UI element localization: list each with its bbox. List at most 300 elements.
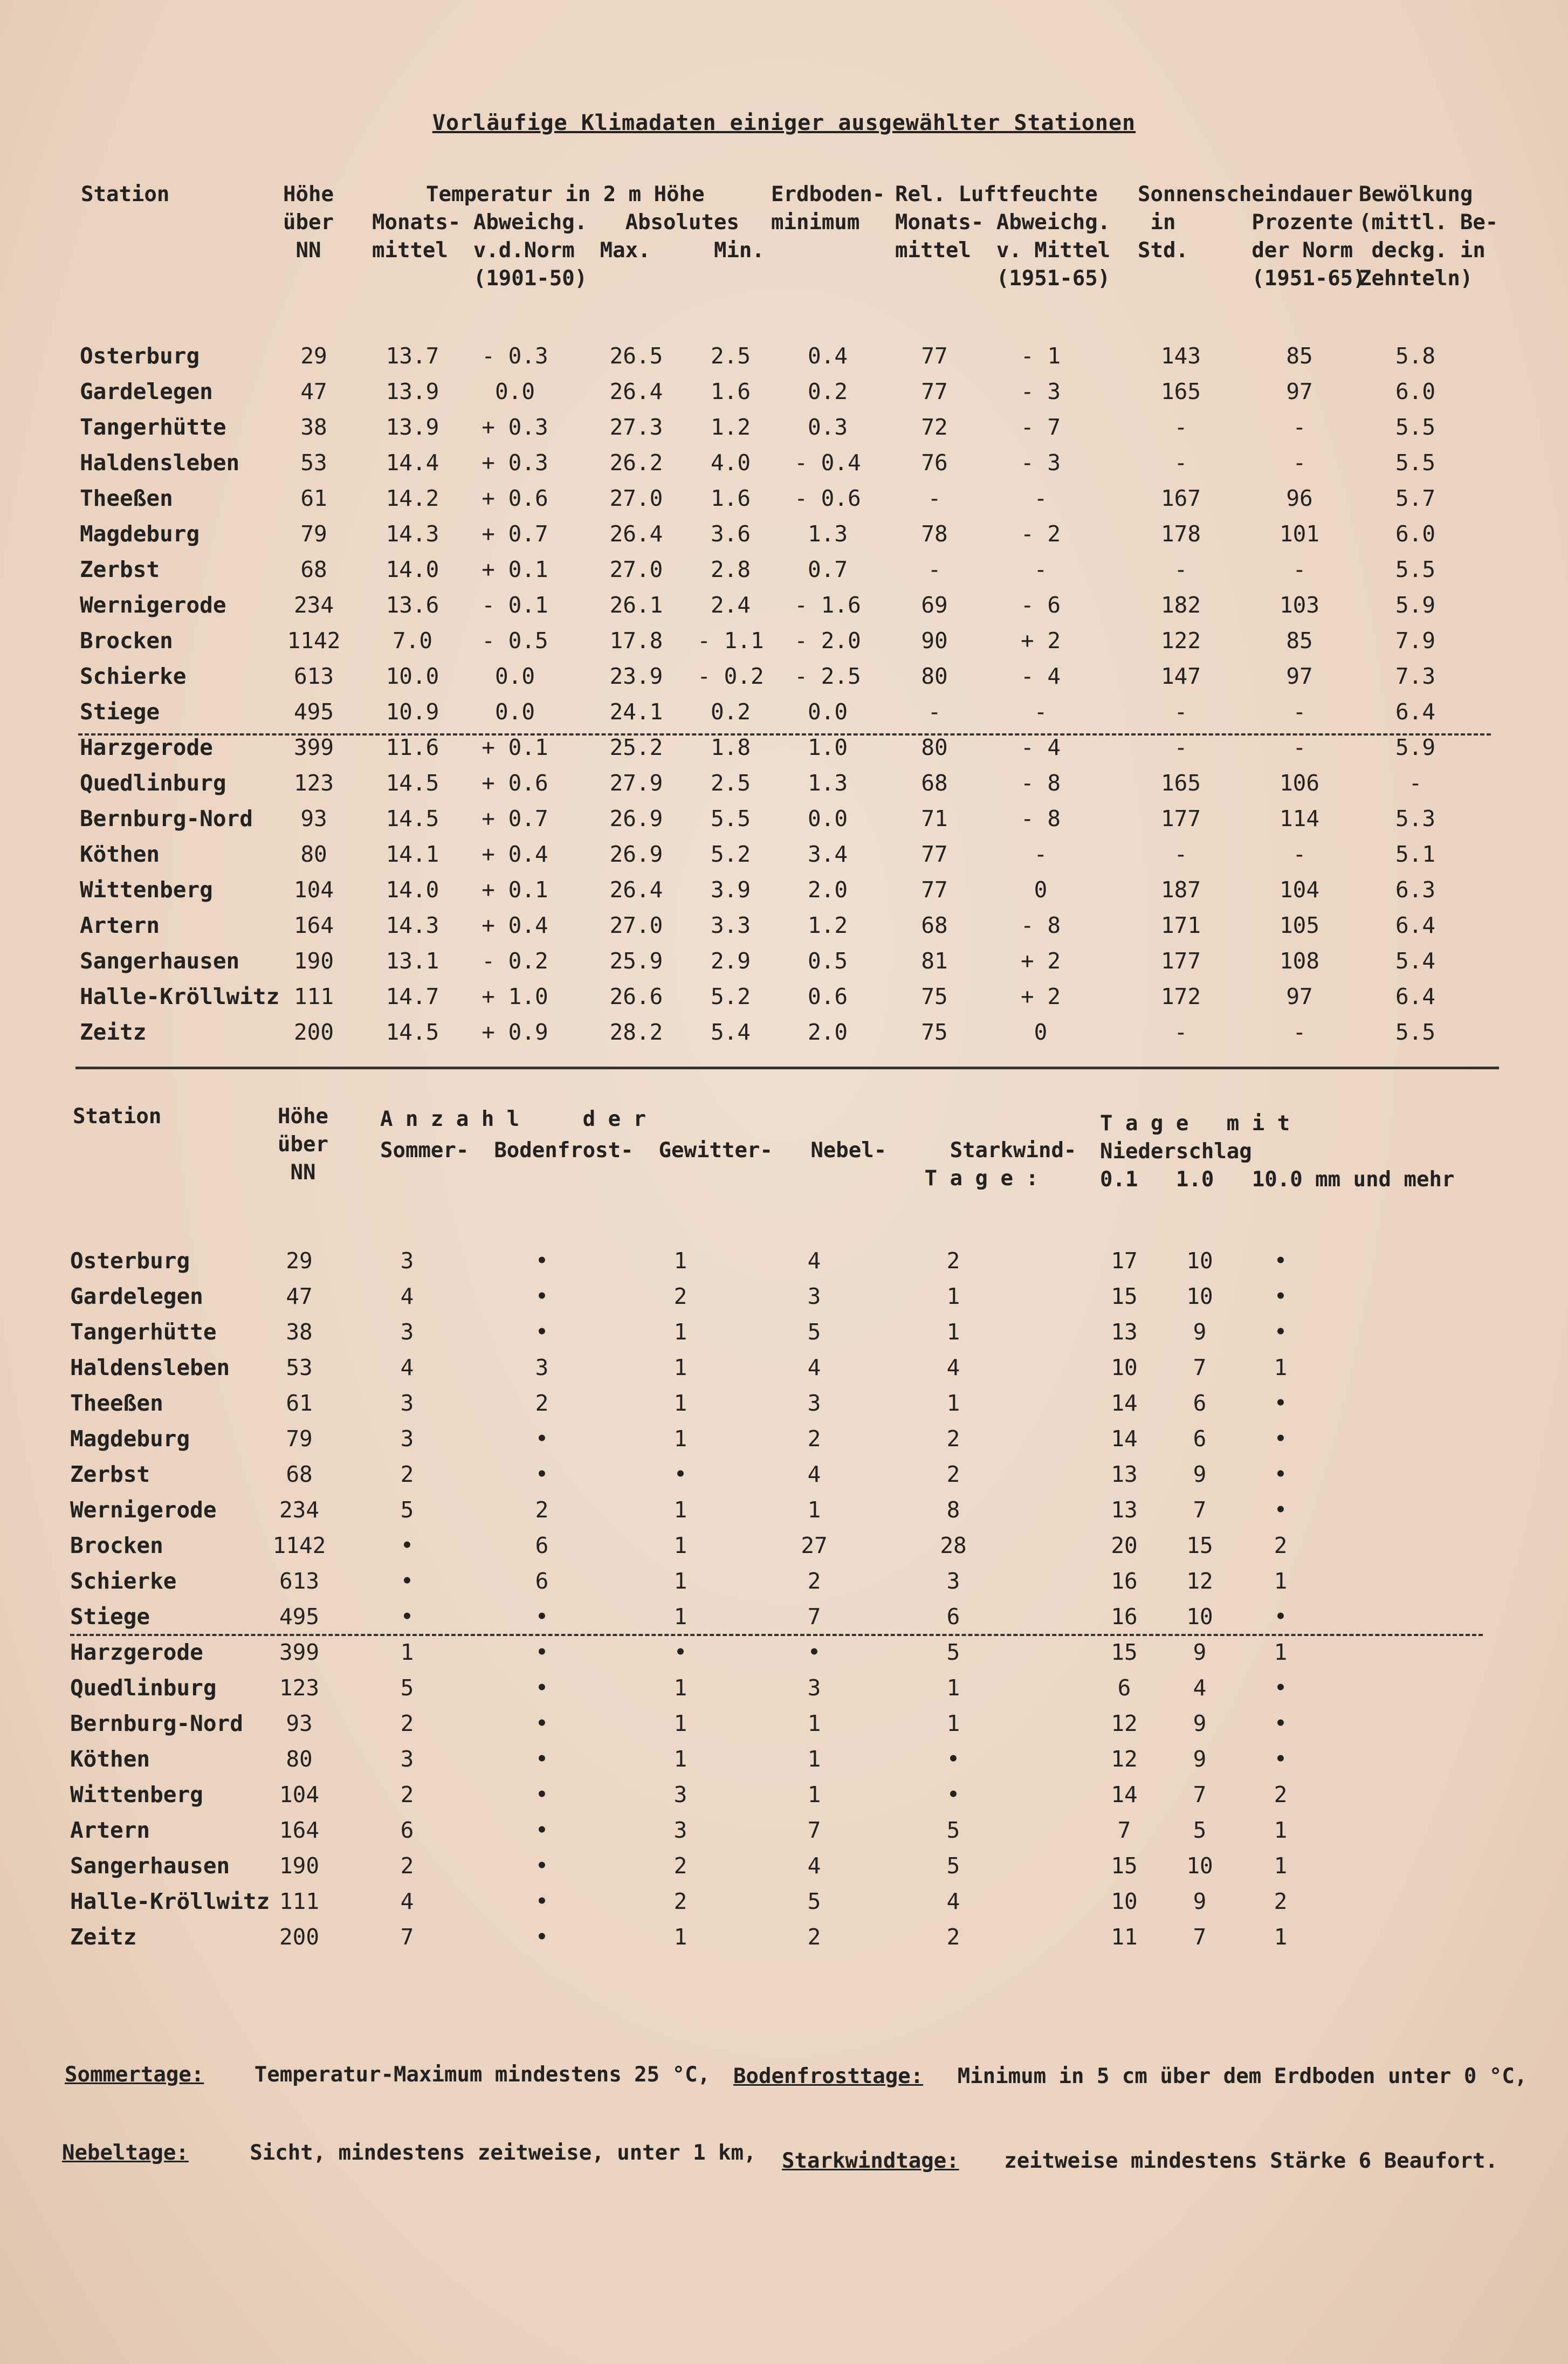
t1-row xyxy=(0,872,1568,908)
t1-station-name: Sangerhausen xyxy=(80,948,240,974)
t1-cell: 1.8 xyxy=(710,734,751,760)
t1-station-name: Wernigerode xyxy=(80,592,226,618)
t1-cell: 7.0 xyxy=(392,628,433,654)
t1-cell: 6.0 xyxy=(1395,521,1436,547)
t1-cell: 190 xyxy=(293,948,334,974)
t1-cell: 14.7 xyxy=(386,984,439,1009)
t2-cell: 1 xyxy=(946,1283,960,1309)
t1-station-name: Bernburg-Nord xyxy=(80,806,253,831)
t1-cell: - 3 xyxy=(1020,450,1061,476)
t1-cell: 104 xyxy=(293,877,334,903)
t1-cell: 14.2 xyxy=(386,485,439,511)
t2-cell: • xyxy=(535,1283,549,1309)
t1-cell: 0.6 xyxy=(807,984,848,1009)
t2-cell: 1 xyxy=(673,1248,687,1274)
t2-header-cols: Sommer- Bodenfrost- Gewitter- Nebel- Starkwind- T a g e : xyxy=(380,1138,1077,1191)
t1-cell: 29 xyxy=(300,343,327,369)
t2-cell: • xyxy=(807,1639,821,1665)
t2-cell: • xyxy=(535,1782,549,1808)
t2-cell: 5 xyxy=(807,1888,821,1914)
t2-cell: 2 xyxy=(1274,1533,1288,1558)
t2-cell: 6 xyxy=(1117,1675,1131,1701)
t1-cell: 5.4 xyxy=(1395,948,1436,974)
t1-cell: 77 xyxy=(921,841,948,867)
t2-cell: 9 xyxy=(1193,1888,1207,1914)
t2-cell: 68 xyxy=(286,1461,313,1487)
t2-cell: 1 xyxy=(946,1710,960,1736)
t2-cell: 17 xyxy=(1111,1248,1138,1274)
table-separator xyxy=(75,1067,1499,1069)
t1-cell: + 2 xyxy=(1020,948,1061,974)
t2-cell: • xyxy=(400,1568,414,1594)
t1-row xyxy=(0,338,1568,374)
t2-cell: 61 xyxy=(286,1390,313,1416)
t1-cell: - 2 xyxy=(1020,521,1061,547)
t2-cell: 14 xyxy=(1111,1390,1138,1416)
t1-cell: 27.0 xyxy=(609,912,663,938)
t2-cell: 15 xyxy=(1111,1283,1138,1309)
t2-station-name: Brocken xyxy=(70,1533,163,1558)
t2-cell: 2 xyxy=(400,1710,414,1736)
t1-cell: - xyxy=(1174,450,1188,476)
t1-row xyxy=(0,1014,1568,1050)
t1-row xyxy=(0,516,1568,552)
t2-cell: • xyxy=(1274,1461,1288,1487)
t2-cell: 2 xyxy=(807,1924,821,1950)
t1-cell: 167 xyxy=(1160,485,1201,511)
t2-cell: • xyxy=(1274,1390,1288,1416)
t1-cell: - xyxy=(1174,1019,1188,1045)
t2-row xyxy=(0,1563,1568,1599)
t1-cell: + 2 xyxy=(1020,628,1061,654)
t1-station-name: Schierke xyxy=(80,663,187,689)
t2-cell: 1 xyxy=(673,1924,687,1950)
t1-cell: 165 xyxy=(1160,770,1201,796)
t1-cell: 3.9 xyxy=(710,877,751,903)
t1-station-name: Tangerhütte xyxy=(80,414,226,440)
t2-cell: 6 xyxy=(1193,1390,1207,1416)
t1-cell: 0.2 xyxy=(710,699,751,725)
t2-station-name: Harzgerode xyxy=(70,1639,203,1665)
t2-cell: 1 xyxy=(1274,1817,1288,1843)
t1-cell: 147 xyxy=(1160,663,1201,689)
t2-cell: 10 xyxy=(1186,1283,1213,1309)
t1-cell: 14.3 xyxy=(386,521,439,547)
legend-sommer-text: Temperatur-Maximum mindestens 25 °C, xyxy=(254,2063,711,2087)
t2-row xyxy=(0,1279,1568,1314)
t1-cell: - xyxy=(1034,841,1048,867)
t1-header-station: Station xyxy=(81,182,170,207)
t2-cell: 1 xyxy=(946,1390,960,1416)
t1-cell: 5.1 xyxy=(1395,841,1436,867)
legend-nebel-text: Sicht, mindestens zeitweise, unter 1 km, xyxy=(250,2141,757,2165)
t1-cell: 165 xyxy=(1160,379,1201,404)
t2-cell: 1 xyxy=(807,1782,821,1808)
t1-cell: 5.7 xyxy=(1395,485,1436,511)
t1-cell: 25.9 xyxy=(609,948,663,974)
t1-cell: 613 xyxy=(293,663,334,689)
t1-cell: + 2 xyxy=(1020,984,1061,1009)
t2-cell: 7 xyxy=(1193,1782,1207,1808)
t1-cell: + 0.6 xyxy=(482,485,548,511)
t1-row xyxy=(0,836,1568,872)
t2-row xyxy=(0,1243,1568,1279)
t2-cell: 3 xyxy=(807,1283,821,1309)
t2-station-name: Haldensleben xyxy=(70,1355,230,1380)
t1-cell: - 0.5 xyxy=(482,628,548,654)
t1-cell: + 0.1 xyxy=(482,877,548,903)
t1-cell: - 8 xyxy=(1020,770,1061,796)
t2-cell: 1 xyxy=(807,1746,821,1772)
t2-cell: 5 xyxy=(400,1675,414,1701)
t1-cell: 68 xyxy=(300,556,327,582)
t2-cell: 2 xyxy=(946,1924,960,1950)
t1-cell: 5.5 xyxy=(1395,450,1436,476)
t2-cell: 1 xyxy=(673,1675,687,1701)
t2-cell: 164 xyxy=(279,1817,320,1843)
t2-row xyxy=(0,1634,1568,1670)
legend-bodenfrosttage xyxy=(733,2064,1527,2088)
t2-cell: 7 xyxy=(1117,1817,1131,1843)
t2-cell: 104 xyxy=(279,1782,320,1808)
t1-cell: 122 xyxy=(1160,628,1201,654)
t1-cell: 187 xyxy=(1160,877,1201,903)
t2-cell: 2 xyxy=(400,1853,414,1879)
t2-cell: • xyxy=(535,1746,549,1772)
t1-cell: 5.4 xyxy=(710,1019,751,1045)
t2-row xyxy=(0,1919,1568,1955)
t2-row xyxy=(0,1777,1568,1812)
t1-cell: 7.9 xyxy=(1395,628,1436,654)
t1-cell: 14.5 xyxy=(386,806,439,831)
t2-cell: • xyxy=(1274,1675,1288,1701)
t2-cell: 6 xyxy=(400,1817,414,1843)
t1-cell: 27.0 xyxy=(609,485,663,511)
t2-cell: 15 xyxy=(1111,1853,1138,1879)
t1-cell: - xyxy=(1292,841,1306,867)
t1-cell: 26.1 xyxy=(609,592,663,618)
t1-cell: 26.4 xyxy=(609,877,663,903)
t1-cell: 143 xyxy=(1160,343,1201,369)
t1-cell: 85 xyxy=(1286,343,1313,369)
t2-station-name: Halle-Kröllwitz xyxy=(70,1888,270,1914)
t1-cell: 77 xyxy=(921,379,948,404)
t2-row xyxy=(0,1670,1568,1706)
t2-cell: 9 xyxy=(1193,1639,1207,1665)
t1-cell: 3.6 xyxy=(710,521,751,547)
t1-cell: 75 xyxy=(921,984,948,1009)
t2-header-station: Station xyxy=(73,1104,162,1129)
t1-row xyxy=(0,979,1568,1014)
t1-cell: - xyxy=(927,485,941,511)
t1-cell: + 0.4 xyxy=(482,841,548,867)
legend-nebeltage xyxy=(62,2141,757,2165)
t1-cell: 81 xyxy=(921,948,948,974)
t1-cell: 97 xyxy=(1286,663,1313,689)
t1-station-name: Stiege xyxy=(80,699,160,725)
t1-cell: 47 xyxy=(300,379,327,404)
t2-cell: 12 xyxy=(1186,1568,1213,1594)
t2-cell: 1 xyxy=(673,1426,687,1452)
t2-cell: 9 xyxy=(1193,1710,1207,1736)
t1-cell: 26.6 xyxy=(609,984,663,1009)
t2-station-name: Magdeburg xyxy=(70,1426,190,1452)
t1-cell: + 0.1 xyxy=(482,556,548,582)
t1-cell: 2.0 xyxy=(807,877,848,903)
t2-cell: 7 xyxy=(807,1604,821,1630)
t1-cell: 13.9 xyxy=(386,379,439,404)
t2-cell: 1 xyxy=(946,1319,960,1345)
t2-cell: 1 xyxy=(400,1639,414,1665)
t1-cell: 5.3 xyxy=(1395,806,1436,831)
t2-cell: • xyxy=(535,1924,549,1950)
t1-cell: 6.4 xyxy=(1395,984,1436,1009)
t2-cell: • xyxy=(535,1710,549,1736)
t2-cell: 27 xyxy=(801,1533,828,1558)
t1-cell: 178 xyxy=(1160,521,1201,547)
t1-station-name: Halle-Kröllwitz xyxy=(80,984,280,1009)
t2-station-name: Theeßen xyxy=(70,1390,163,1416)
t2-cell: 2 xyxy=(535,1390,549,1416)
t2-cell: • xyxy=(946,1782,960,1808)
t2-cell: • xyxy=(535,1248,549,1274)
t1-cell: 13.7 xyxy=(386,343,439,369)
t2-cell: • xyxy=(673,1639,687,1665)
t1-cell: 93 xyxy=(300,806,327,831)
legend-boden-text: Minimum in 5 cm über dem Erdboden unter 0 °C, xyxy=(957,2064,1528,2088)
t1-station-name: Osterburg xyxy=(80,343,200,369)
t2-cell: • xyxy=(400,1533,414,1558)
t1-station-name: Magdeburg xyxy=(80,521,200,547)
t2-cell: 28 xyxy=(940,1533,967,1558)
t2-cell: • xyxy=(535,1319,549,1345)
t2-cell: 1 xyxy=(673,1497,687,1523)
t2-cell: 16 xyxy=(1111,1604,1138,1630)
t1-cell: 27.9 xyxy=(609,770,663,796)
t1-cell: 80 xyxy=(921,734,948,760)
t1-cell: 105 xyxy=(1279,912,1320,938)
t2-cell: 1 xyxy=(673,1746,687,1772)
t1-station-name: Wittenberg xyxy=(80,877,213,903)
t1-cell: 495 xyxy=(293,699,334,725)
t2-cell: 1142 xyxy=(272,1533,326,1558)
t2-cell: 5 xyxy=(946,1853,960,1879)
t1-cell: 2.9 xyxy=(710,948,751,974)
t1-cell: 80 xyxy=(300,841,327,867)
t1-cell: 399 xyxy=(293,734,334,760)
t2-cell: 93 xyxy=(286,1710,313,1736)
t1-cell: 1.3 xyxy=(807,770,848,796)
legend-starkwindtage xyxy=(782,2149,1498,2173)
t2-row xyxy=(0,1741,1568,1777)
t1-cell: 79 xyxy=(300,521,327,547)
t2-cell: 5 xyxy=(807,1319,821,1345)
t1-cell: 38 xyxy=(300,414,327,440)
t2-cell: 1 xyxy=(673,1319,687,1345)
t1-cell: 14.5 xyxy=(386,1019,439,1045)
t2-cell: 4 xyxy=(946,1888,960,1914)
t2-cell: 3 xyxy=(946,1568,960,1594)
t2-cell: 4 xyxy=(400,1283,414,1309)
t2-station-name: Wernigerode xyxy=(70,1497,217,1523)
t1-cell: 1.0 xyxy=(807,734,848,760)
t2-row xyxy=(0,1314,1568,1350)
t1-cell: 69 xyxy=(921,592,948,618)
t2-cell: • xyxy=(535,1426,549,1452)
t1-cell: 28.2 xyxy=(609,1019,663,1045)
t1-cell: 17.8 xyxy=(609,628,663,654)
t1-cell: + 0.3 xyxy=(482,450,548,476)
t2-cell: 399 xyxy=(279,1639,320,1665)
t2-cell: 2 xyxy=(807,1426,821,1452)
t1-cell: 1.3 xyxy=(807,521,848,547)
t2-cell: 80 xyxy=(286,1746,313,1772)
t1-cell: 7.3 xyxy=(1395,663,1436,689)
t1-cell: 5.9 xyxy=(1395,734,1436,760)
t1-cell: 0.0 xyxy=(494,379,535,404)
t2-cell: 2 xyxy=(673,1853,687,1879)
t1-cell: - xyxy=(1034,556,1048,582)
t2-cell: 14 xyxy=(1111,1782,1138,1808)
t1-cell: + 0.9 xyxy=(482,1019,548,1045)
t1-cell: 72 xyxy=(921,414,948,440)
t2-cell: 3 xyxy=(673,1817,687,1843)
t2-cell: 38 xyxy=(286,1319,313,1345)
t1-cell: 1.2 xyxy=(807,912,848,938)
t1-cell: 97 xyxy=(1286,379,1313,404)
t1-cell: 2.5 xyxy=(710,770,751,796)
legend-stark-key: Starkwindtage: xyxy=(782,2149,959,2173)
t2-row xyxy=(0,1599,1568,1634)
t2-cell: 2 xyxy=(946,1426,960,1452)
t2-cell: 7 xyxy=(807,1817,821,1843)
t1-cell: 68 xyxy=(921,912,948,938)
t1-cell: 2.0 xyxy=(807,1019,848,1045)
t1-cell: 26.4 xyxy=(609,521,663,547)
t2-row xyxy=(0,1350,1568,1385)
t2-cell: • xyxy=(535,1817,549,1843)
t2-cell: • xyxy=(1274,1426,1288,1452)
t1-row xyxy=(0,908,1568,943)
t1-cell: 106 xyxy=(1279,770,1320,796)
t1-cell: 23.9 xyxy=(609,663,663,689)
t2-row xyxy=(0,1848,1568,1884)
t1-cell: 6.4 xyxy=(1395,699,1436,725)
t1-cell: 1.6 xyxy=(710,379,751,404)
t1-cell: 68 xyxy=(921,770,948,796)
t2-cell: • xyxy=(535,1888,549,1914)
t2-station-name: Köthen xyxy=(70,1746,150,1772)
t2-cell: 111 xyxy=(279,1888,320,1914)
t2-cell: 4 xyxy=(400,1888,414,1914)
t2-cell: • xyxy=(400,1604,414,1630)
t2-cell: • xyxy=(946,1746,960,1772)
t2-cell: 16 xyxy=(1111,1568,1138,1594)
t2-cell: • xyxy=(535,1675,549,1701)
t2-cell: 53 xyxy=(286,1355,313,1380)
t1-cell: 0.0 xyxy=(494,699,535,725)
t1-cell: 4.0 xyxy=(710,450,751,476)
t2-cell: 10 xyxy=(1186,1248,1213,1274)
t2-row xyxy=(0,1456,1568,1492)
t1-cell: 0.0 xyxy=(494,663,535,689)
t1-cell: 25.2 xyxy=(609,734,663,760)
t1-cell: 13.1 xyxy=(386,948,439,974)
t2-cell: 7 xyxy=(1193,1924,1207,1950)
t1-row xyxy=(0,694,1568,730)
t2-cell: • xyxy=(1274,1746,1288,1772)
t2-cell: 7 xyxy=(1193,1355,1207,1380)
t2-cell: 15 xyxy=(1186,1533,1213,1558)
t2-cell: 5 xyxy=(1193,1817,1207,1843)
t1-cell: - 7 xyxy=(1020,414,1061,440)
t1-cell: 13.6 xyxy=(386,592,439,618)
t1-cell: - xyxy=(1292,450,1306,476)
t1-header-temp-sub: Monats- Abweichg. Absolutes mittel v.d.Norm Max. Min. (1901-50) xyxy=(372,210,765,291)
t2-cell: 123 xyxy=(279,1675,320,1701)
t2-cell: 3 xyxy=(400,1390,414,1416)
t1-cell: 182 xyxy=(1160,592,1201,618)
t2-cell: 12 xyxy=(1111,1746,1138,1772)
t1-cell: 26.4 xyxy=(609,379,663,404)
t2-cell: 1 xyxy=(807,1497,821,1523)
t2-cell: 4 xyxy=(807,1853,821,1879)
t1-cell: 103 xyxy=(1279,592,1320,618)
t2-cell: 12 xyxy=(1111,1710,1138,1736)
t2-cell: • xyxy=(535,1604,549,1630)
t1-cell: 90 xyxy=(921,628,948,654)
t1-header-bewoelkung: Bewölkung (mittl. Be- deckg. in Zehnteln) xyxy=(1359,182,1498,291)
t1-cell: - xyxy=(927,699,941,725)
t1-row xyxy=(0,374,1568,409)
t1-station-name: Harzgerode xyxy=(80,734,213,760)
t2-cell: 10 xyxy=(1186,1853,1213,1879)
t1-cell: 71 xyxy=(921,806,948,831)
t2-cell: 190 xyxy=(279,1853,320,1879)
t1-cell: 0.5 xyxy=(807,948,848,974)
t2-cell: 2 xyxy=(673,1283,687,1309)
t1-cell: 13.9 xyxy=(386,414,439,440)
t1-station-name: Quedlinburg xyxy=(80,770,226,796)
t1-cell: - 0.3 xyxy=(482,343,548,369)
t2-cell: 1 xyxy=(673,1533,687,1558)
t2-cell: 14 xyxy=(1111,1426,1138,1452)
legend-stark-text: zeitweise mindestens Stärke 6 Beaufort. xyxy=(1004,2149,1498,2173)
t2-cell: 4 xyxy=(400,1355,414,1380)
t2-cell: • xyxy=(535,1853,549,1879)
t2-cell: • xyxy=(1274,1283,1288,1309)
t1-cell: 0.7 xyxy=(807,556,848,582)
t2-cell: 1 xyxy=(1274,1853,1288,1879)
t2-header-tage-mit: T a g e m i t Niederschlag 0.1 1.0 10.0 mm und mehr xyxy=(1100,1111,1455,1192)
t1-cell: 78 xyxy=(921,521,948,547)
t2-cell: 10 xyxy=(1111,1355,1138,1380)
t2-cell: 2 xyxy=(1274,1888,1288,1914)
t1-cell: 53 xyxy=(300,450,327,476)
t1-cell: + 0.7 xyxy=(482,806,548,831)
t1-cell: 108 xyxy=(1279,948,1320,974)
t2-cell: 2 xyxy=(946,1461,960,1487)
t2-cell: 7 xyxy=(1193,1497,1207,1523)
t1-cell: - xyxy=(1292,556,1306,582)
legend-nebel-key: Nebeltage: xyxy=(62,2141,189,2165)
t2-row xyxy=(0,1528,1568,1563)
t2-cell: 2 xyxy=(946,1248,960,1274)
t1-cell: 2.4 xyxy=(710,592,751,618)
t1-cell: - xyxy=(1292,1019,1306,1045)
t2-cell: 5 xyxy=(400,1497,414,1523)
t1-cell: + 0.3 xyxy=(482,414,548,440)
